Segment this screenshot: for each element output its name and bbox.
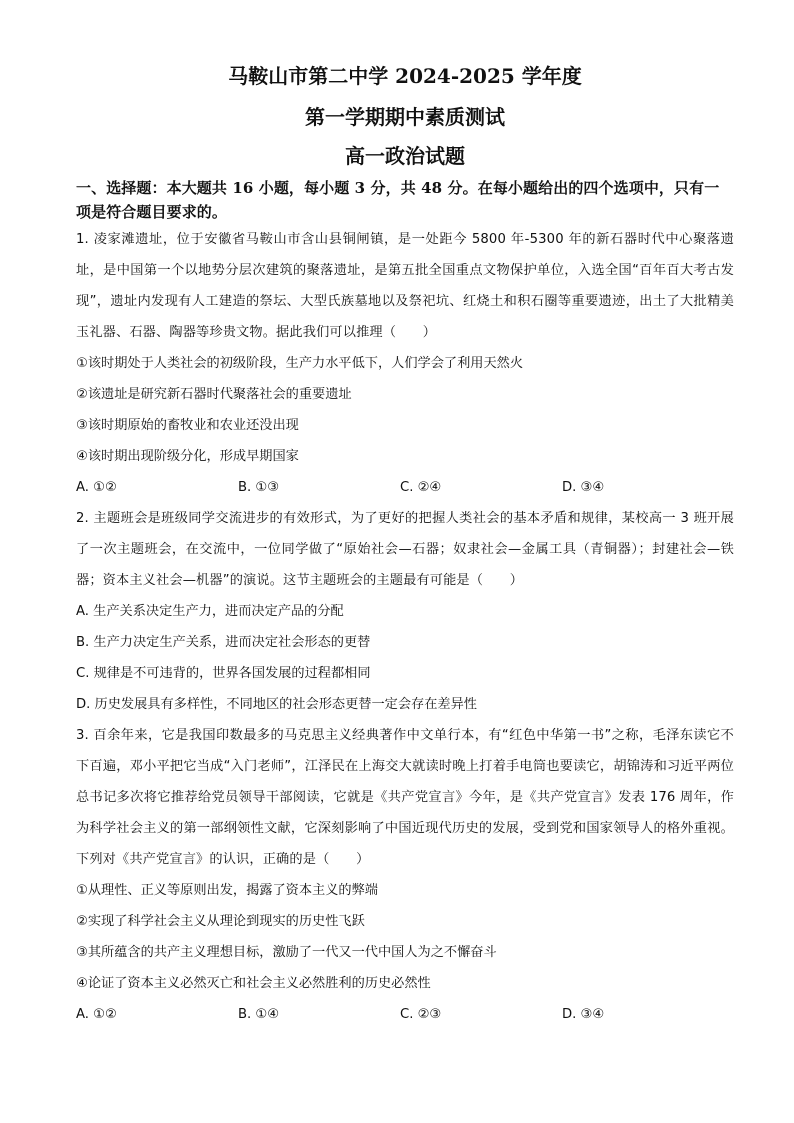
question-1-option-d[interactable]: D. ③④ [562, 480, 605, 495]
term-title: 第一学期期中素质测试 [305, 105, 505, 129]
question-3-option-c[interactable]: C. ②③ [400, 1007, 442, 1022]
question-1-statement-4: ④该时期出现阶级分化，形成早期国家 [76, 449, 299, 464]
question-1-statement-3: ③该时期原始的畜牧业和农业还没出现 [76, 418, 299, 433]
section-heading: 一、选择题：本大题共 16 小题，每小题 3 分，共 48 分。在每小题给出的四个选项中，只有一项是符合题目要求的。 [76, 179, 720, 221]
question-3-stem: 3. 百余年来，它是我国印数最多的马克思主义经典著作中文单行本，有“红色中华第一书”之称，毛泽东读它不下百遍，邓小平把它当成“入门老师”，江泽民在上海交大就读时晚上打着手电筒也要读它，胡锦涛和习近平两位总书记多次将它推荐给党员领导干部阅读，它就是《共产党宣言》今年，是《共产党宣言》发表 176 周年，作为科学社会主义的第一部纲领性文献，它深刻影响了中国近现代历史的发展，受到党和国家领导人的格外重视。下列对《共产党宣言》的认识，正确的是（ ） [76, 728, 734, 867]
question-3 [76, 720, 734, 1030]
question-3-statement-2: ②实现了科学社会主义从理论到现实的历史性飞跃 [76, 914, 365, 929]
question-2 [76, 503, 734, 720]
question-1-option-c[interactable]: C. ②④ [400, 480, 442, 495]
question-3-statement-4: ④论证了资本主义必然灭亡和社会主义必然胜利的历史必然性 [76, 976, 431, 991]
question-3-options [76, 999, 734, 1030]
subject-title: 高一政治试题 [345, 144, 465, 168]
question-3-statement-3: ③其所蕴含的共产主义理想目标，激励了一代又一代中国人为之不懈奋斗 [76, 945, 497, 960]
question-1 [76, 224, 734, 503]
question-2-choice-d[interactable]: D. 历史发展具有多样性，不同地区的社会形态更替一定会存在差异性 [76, 697, 477, 712]
question-3-option-d[interactable]: D. ③④ [562, 1007, 605, 1022]
question-2-choice-c[interactable]: C. 规律是不可违背的，世界各国发展的过程都相同 [76, 666, 371, 681]
question-1-statement-2: ②该遗址是研究新石器时代聚落社会的重要遗址 [76, 387, 352, 402]
school-title: 马鞍山市第二中学 2024-2025 学年度 [228, 64, 582, 88]
question-1-options [76, 472, 734, 503]
question-3-statement-1: ①从理性、正义等原则出发，揭露了资本主义的弊端 [76, 883, 378, 898]
question-3-option-a[interactable]: A. ①② [76, 1007, 117, 1022]
question-1-option-b[interactable]: B. ①③ [238, 480, 280, 495]
question-2-choice-b[interactable]: B. 生产力决定生产关系，进而决定社会形态的更替 [76, 635, 371, 650]
question-2-choice-a[interactable]: A. 生产关系决定生产力，进而决定产品的分配 [76, 604, 344, 619]
question-1-stem: 1. 凌家滩遗址，位于安徽省马鞍山市含山县铜闸镇，是一处距今 5800 年-5300 年的新石器时代中心聚落遗址，是中国第一个以地势分层次建筑的聚落遗址，是第五批全国重点文物保护单位，入选全国“百年百大考古发现”，遗址内发现有人工建造的祭坛、大型氏族墓地以及祭祀坑、红烧土和积石圈等重要遗迹，出土了大批精美玉礼器、石器、陶器等珍贵文物。据此我们可以推理（ ） [76, 232, 734, 340]
question-2-stem: 2. 主题班会是班级同学交流进步的有效形式，为了更好的把握人类社会的基本矛盾和规律，某校高一 3 班开展了一次主题班会，在交流中，一位同学做了“原始社会—石器；奴隶社会—金属工具（青铜器）；封建社会—铁器；资本主义社会—机器”的演说。这节主题班会的主题最有可能是（ ） [76, 511, 734, 588]
question-1-option-a[interactable]: A. ①② [76, 480, 117, 495]
question-1-statement-1: ①该时期处于人类社会的初级阶段，生产力水平低下，人们学会了利用天然火 [76, 356, 524, 371]
question-3-option-b[interactable]: B. ①④ [238, 1007, 280, 1022]
